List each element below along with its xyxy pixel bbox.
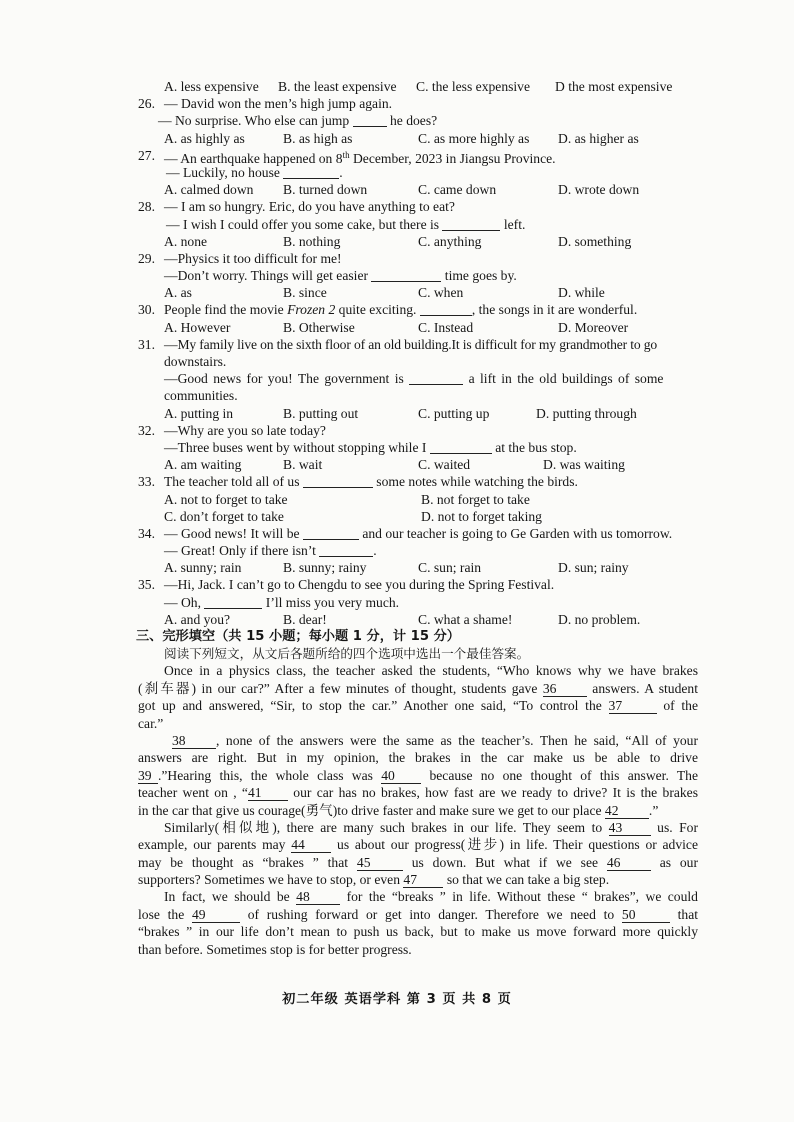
option: B. not forget to take: [421, 491, 530, 507]
question-text: —Why are you so late today?: [164, 422, 326, 438]
question-28: [138, 198, 698, 215]
passage-line: Once in a physics class, the teacher asked the students, “Who knows why we have brakes: [164, 663, 698, 679]
option: A. However: [164, 319, 231, 335]
passage-line: in the car that give us courage(勇气)to drive faster and make sure we get to our place 42 .”: [138, 802, 659, 818]
option: D. wrote down: [558, 182, 640, 198]
question-options: [138, 284, 698, 301]
option: B. turned down: [283, 182, 368, 198]
section-title: 三、完形填空（共 15 小题；每小题 1 分，计 15 分）: [136, 629, 460, 644]
passage-line: lose the 49 of rushing forward or get into danger. Therefore we need to 50 that: [138, 906, 698, 922]
answer-blank: [420, 302, 472, 316]
option: D. putting through: [536, 405, 637, 421]
question-options: [138, 491, 698, 508]
question-options: [138, 181, 698, 198]
passage-line: In fact, we should be 48 for the “breaks ” in life. Without these “ brakes”, we could: [164, 889, 698, 905]
question-number: 33.: [138, 474, 155, 490]
question-options: [138, 508, 698, 525]
option: D the most expensive: [555, 79, 673, 94]
question-26: [138, 95, 698, 112]
option: B. since: [283, 285, 327, 301]
blank-43: 43: [609, 820, 651, 836]
option: B. the least expensive: [278, 79, 397, 94]
question-31: [138, 336, 698, 353]
question-text: —Hi, Jack. I can’t go to Chengdu to see you during the Spring Festival.: [164, 577, 555, 593]
option: C. Instead: [418, 319, 474, 335]
blank-42: 42: [605, 803, 649, 819]
question-options: [138, 319, 698, 336]
option: B. wait: [283, 457, 323, 473]
question-text: The teacher told all of us some notes while watching the birds.: [164, 474, 578, 490]
question-number: 28.: [138, 199, 155, 215]
option: A. sunny; rain: [164, 560, 242, 576]
question-number: 30.: [138, 302, 155, 318]
answer-blank: [371, 268, 441, 282]
option: B. nothing: [283, 233, 341, 249]
question-number: 27.: [138, 147, 155, 163]
passage-line: answers are right. But in my opinion, the brakes in the car make us be able to drive: [138, 750, 698, 766]
question-29: [138, 250, 698, 267]
passage-line: example, our parents may 44 us about our progress(进步) in life. Their questions or advice: [138, 837, 698, 853]
answer-blank: [319, 543, 373, 557]
answer-blank: [353, 113, 387, 127]
option: C. anything: [418, 233, 482, 249]
option: C. as more highly as: [418, 130, 530, 146]
question-line: — I wish I could offer you some cake, but there is left.: [166, 216, 526, 232]
question-line: — No surprise. Who else can jump he does?: [158, 113, 438, 129]
option: A. putting in: [164, 405, 234, 421]
question-line: downstairs.: [164, 354, 227, 369]
question-line: — Luckily, no house .: [166, 164, 343, 180]
option: D. was waiting: [543, 457, 625, 473]
blank-50: 50: [622, 907, 670, 923]
question-text: — David won the men’s high jump again.: [164, 96, 393, 112]
question-27: [138, 147, 698, 164]
question-text: — Good news! It will be and our teacher is going to Ge Garden with us tomorrow.: [164, 525, 673, 541]
option: B. Otherwise: [283, 319, 355, 335]
question-number: 34.: [138, 525, 155, 541]
option: C. putting up: [418, 405, 490, 421]
blank-45: 45: [357, 855, 403, 871]
question-number: 29.: [138, 250, 155, 266]
answer-blank: [283, 165, 339, 179]
option: C. sun; rain: [418, 560, 482, 576]
passage-line: “brakes ” in our life don’t mean to push us back, but to make us move forward more quickly: [138, 924, 698, 940]
question-number: 32.: [138, 422, 155, 438]
blank-49: 49: [192, 907, 240, 923]
option: A. as: [164, 285, 192, 301]
question-text: —Physics it too difficult for me!: [164, 250, 342, 266]
option: D. sun; rainy: [558, 560, 629, 576]
blank-44: 44: [291, 837, 331, 853]
option: D. not to forget taking: [421, 508, 542, 524]
page-footer: 初二年级 英语学科 第 3 页 共 8 页: [282, 992, 512, 1007]
blank-40: 40: [381, 768, 421, 784]
passage-line: Similarly(相似地), there are many such brakes in our life. They seem to 43 us. For: [164, 819, 698, 835]
question-text: People find the movie Frozen 2 quite exciting. , the songs in it are wonderful.: [164, 302, 638, 318]
blank-36: 36: [543, 681, 587, 697]
option: A. none: [164, 233, 208, 249]
answer-blank: [442, 217, 500, 231]
question-options: [138, 559, 698, 576]
blank-38: 38: [172, 733, 216, 749]
question-32: [138, 422, 698, 439]
question-number: 26.: [138, 96, 155, 112]
option: A. am waiting: [164, 457, 242, 473]
option: A. not to forget to take: [164, 491, 288, 507]
question-line: — Great! Only if there isn’t .: [164, 543, 377, 559]
blank-46: 46: [607, 855, 651, 871]
question-line: — Oh, I’ll miss you very much.: [164, 594, 400, 610]
answer-blank: [430, 440, 492, 454]
blank-37: 37: [609, 698, 657, 714]
passage-line: got up and answered, “Sir, to stop the car.” Another one said, “To control the 37 of the: [138, 698, 698, 714]
answer-blank: [303, 526, 359, 540]
option: A. and you?: [164, 611, 231, 627]
question-line: —Don’t worry. Things will get easier time goes by.: [164, 268, 517, 284]
question-options: [138, 456, 698, 473]
passage-line: may be thought as “brakes ” that 45 us down. But what if we see 46 as our: [138, 854, 698, 870]
option: B. putting out: [283, 405, 359, 421]
blank-41: 41: [248, 785, 288, 801]
passage-line: 38 , none of the answers were the same as the teacher’s. Then he said, “All of your: [172, 732, 698, 748]
passage-line: car.”: [138, 715, 164, 731]
option: C. came down: [418, 182, 497, 198]
blank-39: 39: [138, 768, 158, 784]
question-line: communities.: [164, 388, 238, 404]
passage-line: supporters? Sometimes we have to stop, or even 47 so that we can take a big step.: [138, 872, 610, 888]
passage-line: than before. Sometimes stop is for better progress.: [138, 941, 412, 957]
section-instruction: 阅读下列短文，从文后各题所给的四个选项中选出一个最佳答案。: [164, 646, 530, 662]
question-line: —Three buses went by without stopping while I at the bus stop.: [164, 439, 577, 455]
question-line: —Good news for you! The government is a lift in the old buildings of some: [164, 371, 664, 387]
option: B. dear!: [283, 611, 327, 627]
option: A. as highly as: [164, 130, 245, 146]
answer-blank: [409, 371, 463, 385]
option: C. what a shame!: [418, 611, 513, 627]
option: B. sunny; rainy: [283, 560, 367, 576]
question-options: [138, 130, 698, 147]
question-34: [138, 525, 698, 542]
question-number: 35.: [138, 577, 155, 593]
option: D. as higher as: [558, 130, 639, 146]
question-text: — I am so hungry. Eric, do you have anything to eat?: [164, 199, 455, 215]
option: D. no problem.: [558, 611, 641, 627]
question-text: — An earthquake happened on 8th December, 2023 in Jiangsu Province.: [164, 149, 556, 166]
option: C. don’t forget to take: [164, 508, 284, 524]
question-options: [138, 233, 698, 250]
question-30: [138, 301, 698, 318]
option: C. when: [418, 285, 464, 301]
question-33: [138, 473, 698, 490]
passage-line: (刹车器) in our car?” After a few minutes of thought, students gave 36 answers. A student: [138, 680, 698, 696]
option: A. less expensive: [164, 79, 259, 94]
passage: [138, 662, 698, 958]
option: C. waited: [418, 457, 471, 473]
passage-line: 39 .”Hearing this, the whole class was 40 because no one thought of this answer. The: [138, 767, 698, 783]
answer-blank: [303, 474, 373, 488]
option: D. something: [558, 233, 632, 249]
question-options: [138, 611, 698, 628]
question-text: —My family live on the sixth floor of an old building.It is difficult for my grandmother to go: [164, 336, 658, 352]
option: B. as high as: [283, 130, 353, 146]
option: C. the less expensive: [416, 79, 531, 94]
question-options: [138, 405, 698, 422]
q25-options: [138, 78, 698, 95]
passage-line: teacher went on , “41 our car has no brakes, how fast are we ready to drive? It is the brakes: [138, 785, 698, 801]
question-number: 31.: [138, 336, 155, 352]
blank-47: 47: [403, 872, 443, 888]
answer-blank: [204, 595, 262, 609]
option: D. Moreover: [558, 319, 629, 335]
option: D. while: [558, 285, 605, 301]
exam-page: [138, 78, 698, 958]
question-35: [138, 576, 698, 593]
blank-48: 48: [296, 889, 340, 905]
option: A. calmed down: [164, 182, 254, 198]
